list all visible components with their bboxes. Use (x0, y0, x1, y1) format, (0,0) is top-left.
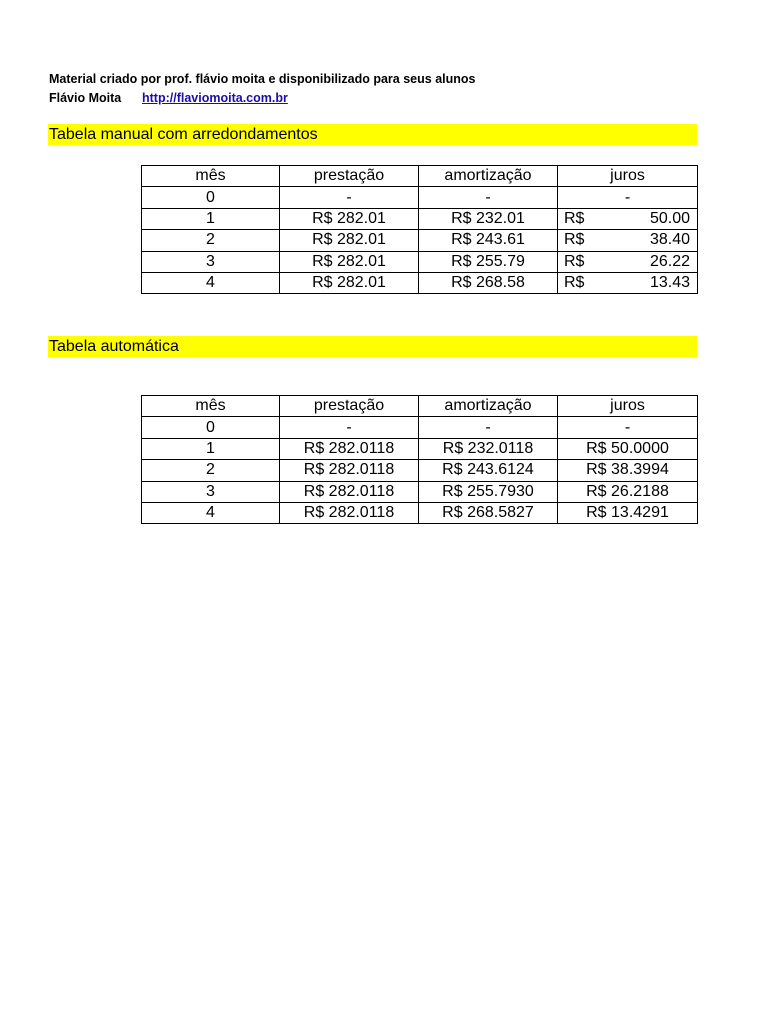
juros-value: 38.40 (649, 231, 690, 249)
cell-amortizacao: R$ 268.58 (419, 272, 558, 293)
column-header-mes: mês (142, 166, 280, 187)
cell-juros (558, 230, 698, 251)
cell-juros: R$ 50.0000 (558, 438, 698, 459)
cell-amortizacao: - (419, 187, 558, 208)
cell-prestacao: R$ 282.01 (280, 251, 419, 272)
table-row (142, 481, 698, 502)
cell-mes: 4 (142, 502, 280, 523)
juros-value: 26.22 (649, 252, 690, 270)
cell-juros: R$ 26.2188 (558, 481, 698, 502)
author-website-link[interactable]: http://flaviomoita.com.br (142, 91, 288, 105)
cell-prestacao: - (280, 187, 419, 208)
cell-juros: - (558, 417, 698, 438)
cell-mes: 3 (142, 251, 280, 272)
cell-amortizacao: R$ 243.61 (419, 230, 558, 251)
table-row (142, 251, 698, 272)
cell-juros: R$ 38.3994 (558, 460, 698, 481)
manual-table (141, 165, 698, 294)
column-header-amortizacao: amortização (419, 166, 558, 187)
juros-value: 50.00 (649, 209, 690, 227)
cell-mes: 2 (142, 460, 280, 481)
juros-currency: R$ (564, 209, 585, 227)
cell-prestacao: R$ 282.01 (280, 208, 419, 229)
header-author-line (49, 89, 475, 108)
cell-amortizacao: R$ 243.6124 (419, 460, 558, 481)
cell-mes: 3 (142, 481, 280, 502)
cell-amortizacao: R$ 268.5827 (419, 502, 558, 523)
table-row (142, 502, 698, 523)
table-header-row (142, 396, 698, 417)
column-header-juros: juros (558, 166, 698, 187)
cell-mes: 0 (142, 187, 280, 208)
juros-currency: R$ (564, 252, 585, 270)
cell-mes: 1 (142, 438, 280, 459)
cell-juros (558, 208, 698, 229)
cell-amortizacao: R$ 232.01 (419, 208, 558, 229)
cell-mes: 0 (142, 417, 280, 438)
auto-table-title: Tabela automática (48, 336, 697, 357)
cell-amortizacao: R$ 232.0118 (419, 438, 558, 459)
column-header-prestacao: prestação (280, 396, 419, 417)
manual-table-title: Tabela manual com arredondamentos (48, 124, 697, 145)
cell-prestacao: R$ 282.0118 (280, 481, 419, 502)
author-name: Flávio Moita (49, 91, 122, 105)
cell-amortizacao: R$ 255.7930 (419, 481, 558, 502)
table-row (142, 230, 698, 251)
cell-amortizacao: - (419, 417, 558, 438)
header-credit-line: Material criado por prof. flávio moita e disponibilizado para seus alunos (49, 72, 476, 86)
table-row (142, 417, 698, 438)
cell-juros (558, 272, 698, 293)
juros-currency: R$ (564, 274, 585, 292)
cell-mes: 2 (142, 230, 280, 251)
table-row (142, 438, 698, 459)
column-header-amortizacao: amortização (419, 396, 558, 417)
table-row (142, 187, 698, 208)
cell-prestacao: R$ 282.0118 (280, 460, 419, 481)
cell-prestacao: R$ 282.0118 (280, 502, 419, 523)
cell-prestacao: R$ 282.01 (280, 272, 419, 293)
cell-prestacao: R$ 282.0118 (280, 438, 419, 459)
cell-juros (558, 251, 698, 272)
juros-currency: R$ (564, 231, 585, 249)
cell-mes: 4 (142, 272, 280, 293)
cell-mes: 1 (142, 208, 280, 229)
table-header-row (142, 166, 698, 187)
cell-prestacao: - (280, 417, 419, 438)
document-header (49, 70, 475, 108)
cell-juros: R$ 13.4291 (558, 502, 698, 523)
column-header-prestacao: prestação (280, 166, 419, 187)
column-header-juros: juros (558, 396, 698, 417)
cell-juros: - (558, 187, 698, 208)
cell-prestacao: R$ 282.01 (280, 230, 419, 251)
column-header-mes: mês (142, 396, 280, 417)
auto-table (141, 395, 698, 524)
table-row (142, 460, 698, 481)
juros-value: 13.43 (649, 274, 690, 292)
table-row (142, 208, 698, 229)
cell-amortizacao: R$ 255.79 (419, 251, 558, 272)
table-row (142, 272, 698, 293)
